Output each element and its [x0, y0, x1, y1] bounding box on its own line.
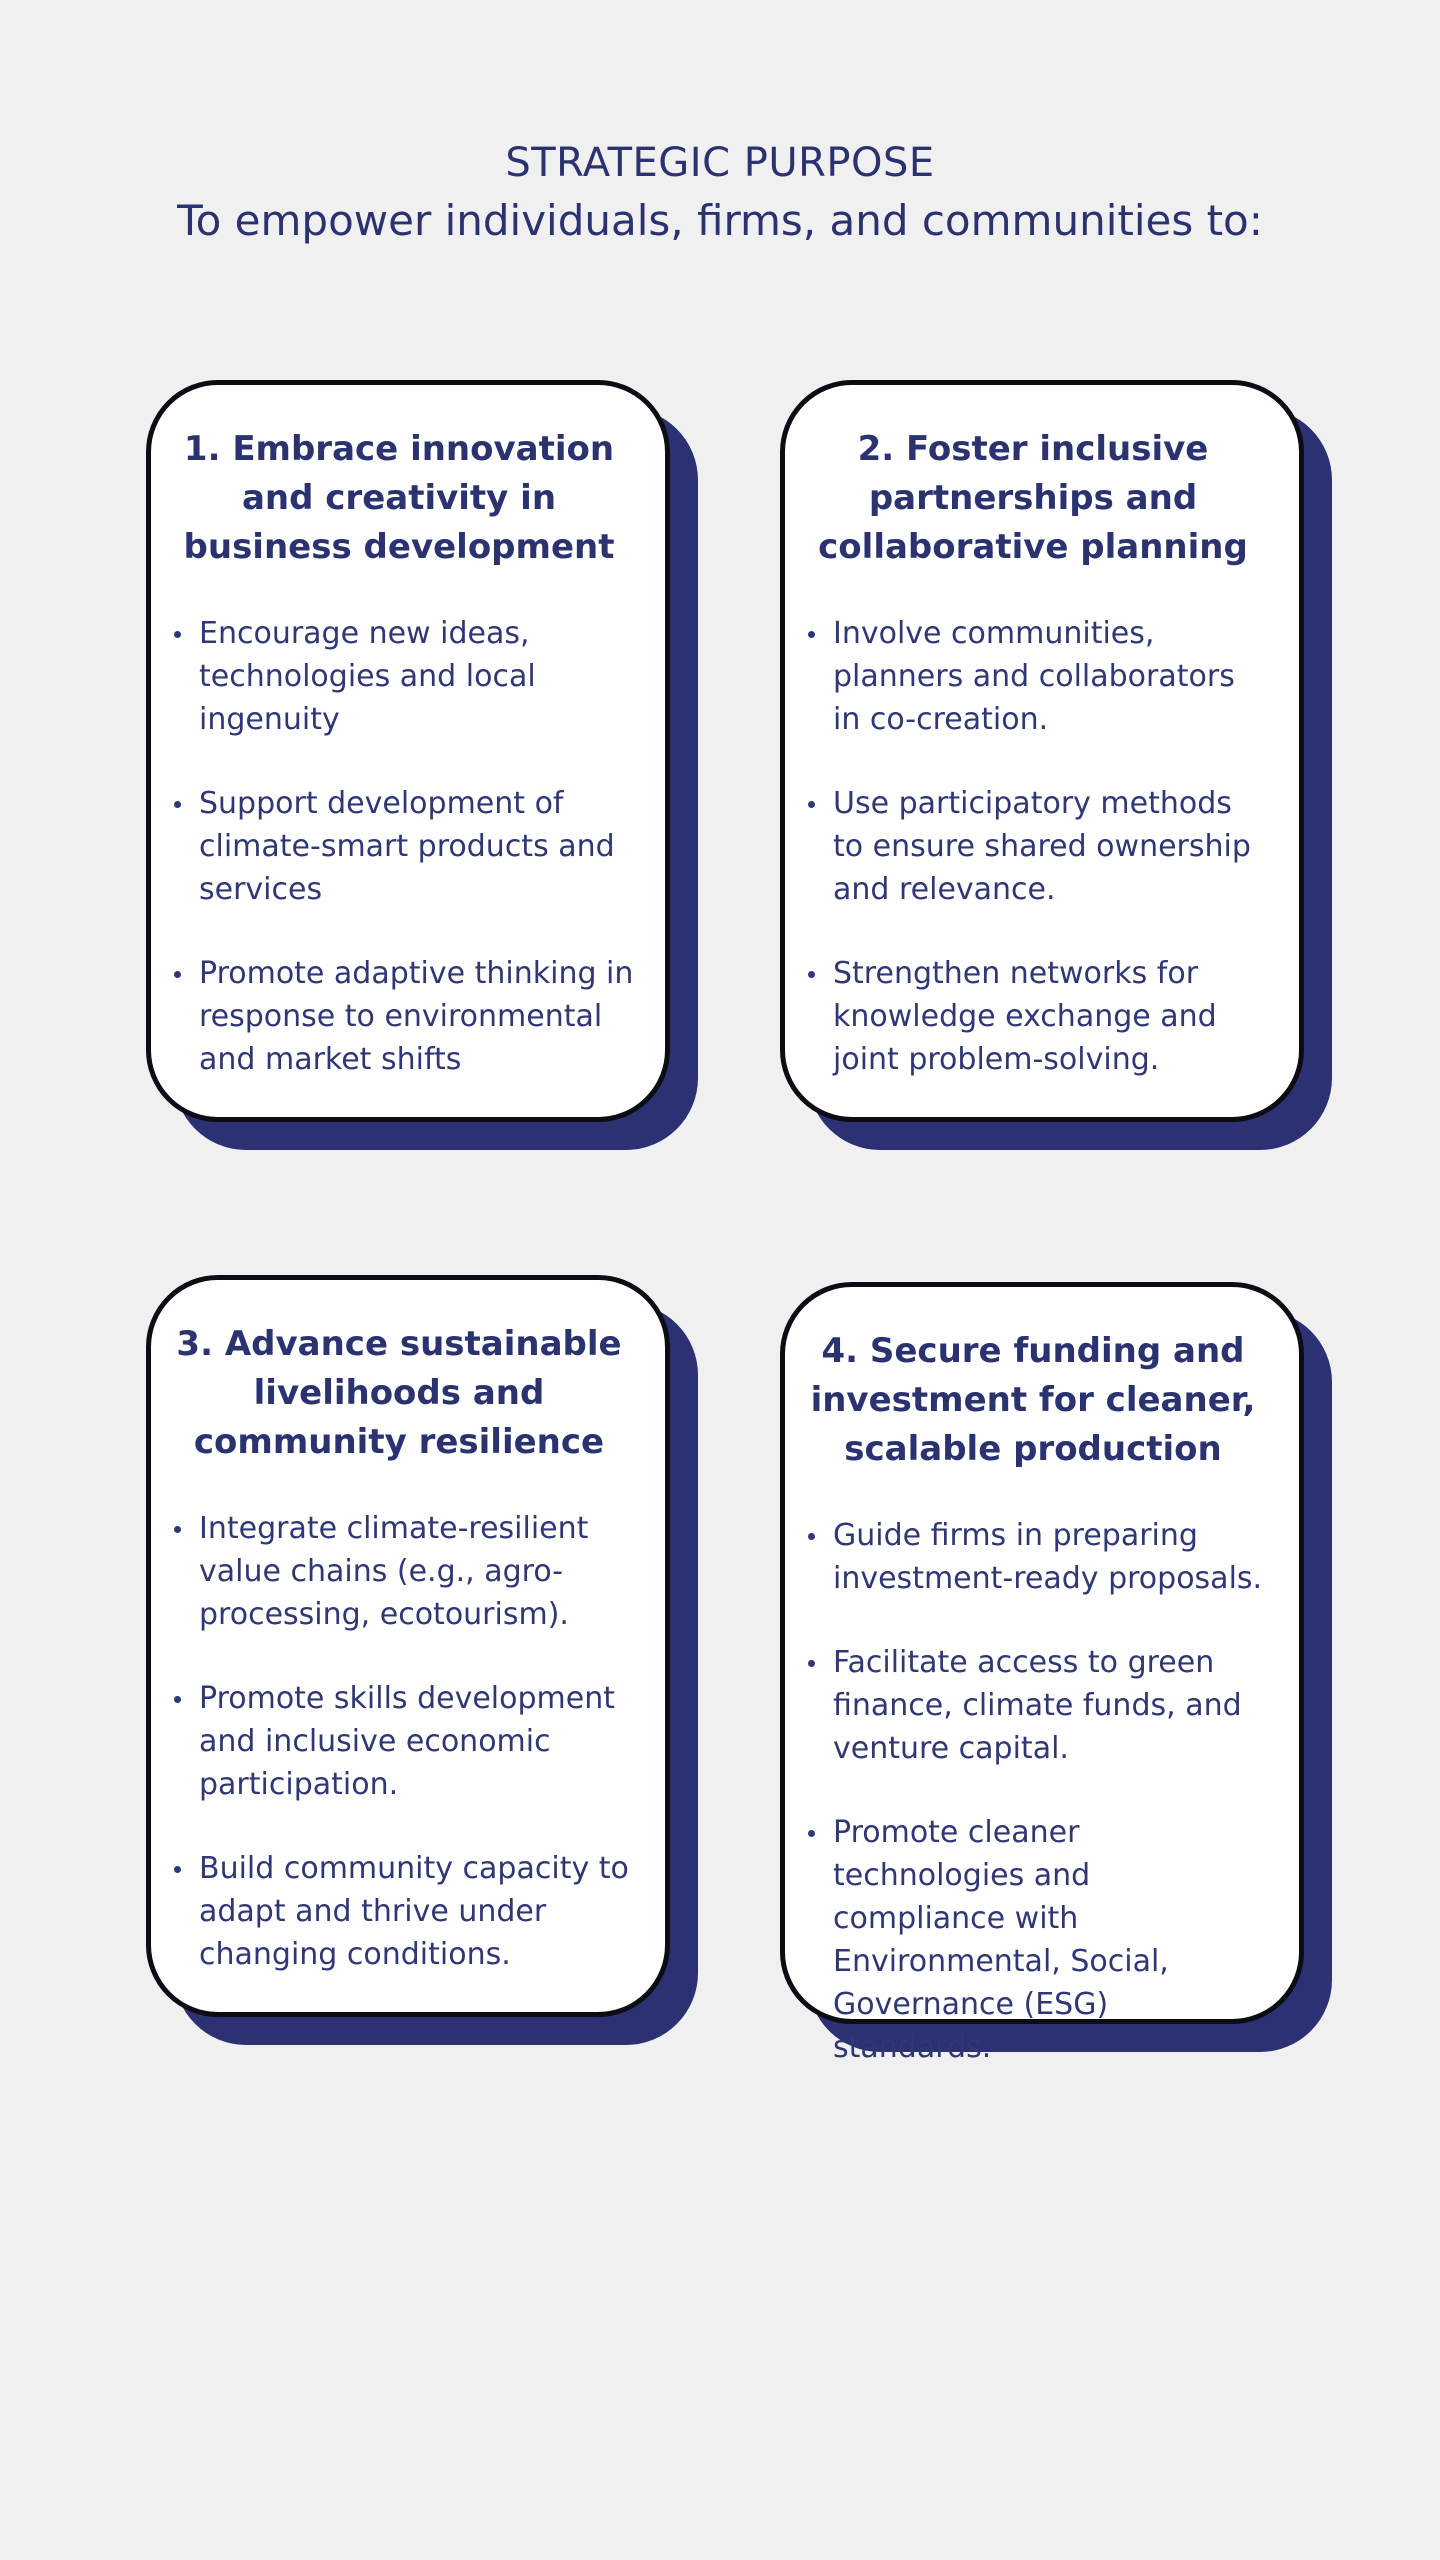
card-bullet-list: [151, 612, 647, 1081]
list-item: Encourage new ideas, technologies and local ingenuity: [199, 612, 647, 741]
list-item: Promote adaptive thinking in response to environmental and market shifts: [199, 952, 647, 1081]
list-item: Integrate climate-resilient value chains (e.g., agro-processing, ecotourism).: [199, 1507, 647, 1636]
card-body: [780, 1282, 1304, 2065]
list-item: Strengthen networks for knowledge exchange and joint problem-solving.: [833, 952, 1281, 1081]
page-header: [0, 138, 1440, 250]
list-item: Build community capacity to adapt and thrive under changing conditions.: [199, 1847, 647, 1976]
card-title: 4. Secure funding and investment for cleaner, scalable production: [810, 1331, 1256, 1469]
card-body: [780, 380, 1304, 1122]
list-item: Guide firms in preparing investment-ready proposals.: [833, 1514, 1281, 1600]
card-bullet-list: [785, 1514, 1281, 2069]
list-item: Facilitate access to green finance, climate funds, and venture capital.: [833, 1641, 1281, 1770]
card-title: 1. Embrace innovation and creativity in business development: [183, 429, 615, 567]
section-eyebrow: STRATEGIC PURPOSE: [505, 140, 935, 186]
list-item: Involve communities, planners and collaborators in co-creation.: [833, 612, 1281, 741]
list-item: Promote skills development and inclusive economic participation.: [199, 1677, 647, 1806]
card-body: [146, 380, 670, 1122]
list-item: Promote cleaner technologies and compliance with Environmental, Social, Governance (ESG) standards.: [833, 1811, 1281, 2069]
card-bullet-list: [151, 1507, 647, 1976]
purpose-card-2: [780, 380, 1304, 1122]
list-item: Support development of climate-smart products and services: [199, 782, 647, 911]
purpose-card-4: [780, 1282, 1304, 2065]
card-body: [146, 1275, 670, 2017]
list-item: Use participatory methods to ensure shared ownership and relevance.: [833, 782, 1281, 911]
page-subtitle: To empower individuals, firms, and communities to:: [177, 196, 1263, 245]
purpose-card-1: [146, 380, 670, 1122]
card-bullet-list: [785, 612, 1281, 1081]
card-title: 2. Foster inclusive partnerships and collaborative planning: [818, 429, 1248, 567]
card-title: 3. Advance sustainable livelihoods and community resilience: [176, 1324, 622, 1462]
purpose-card-3: [146, 1275, 670, 2017]
